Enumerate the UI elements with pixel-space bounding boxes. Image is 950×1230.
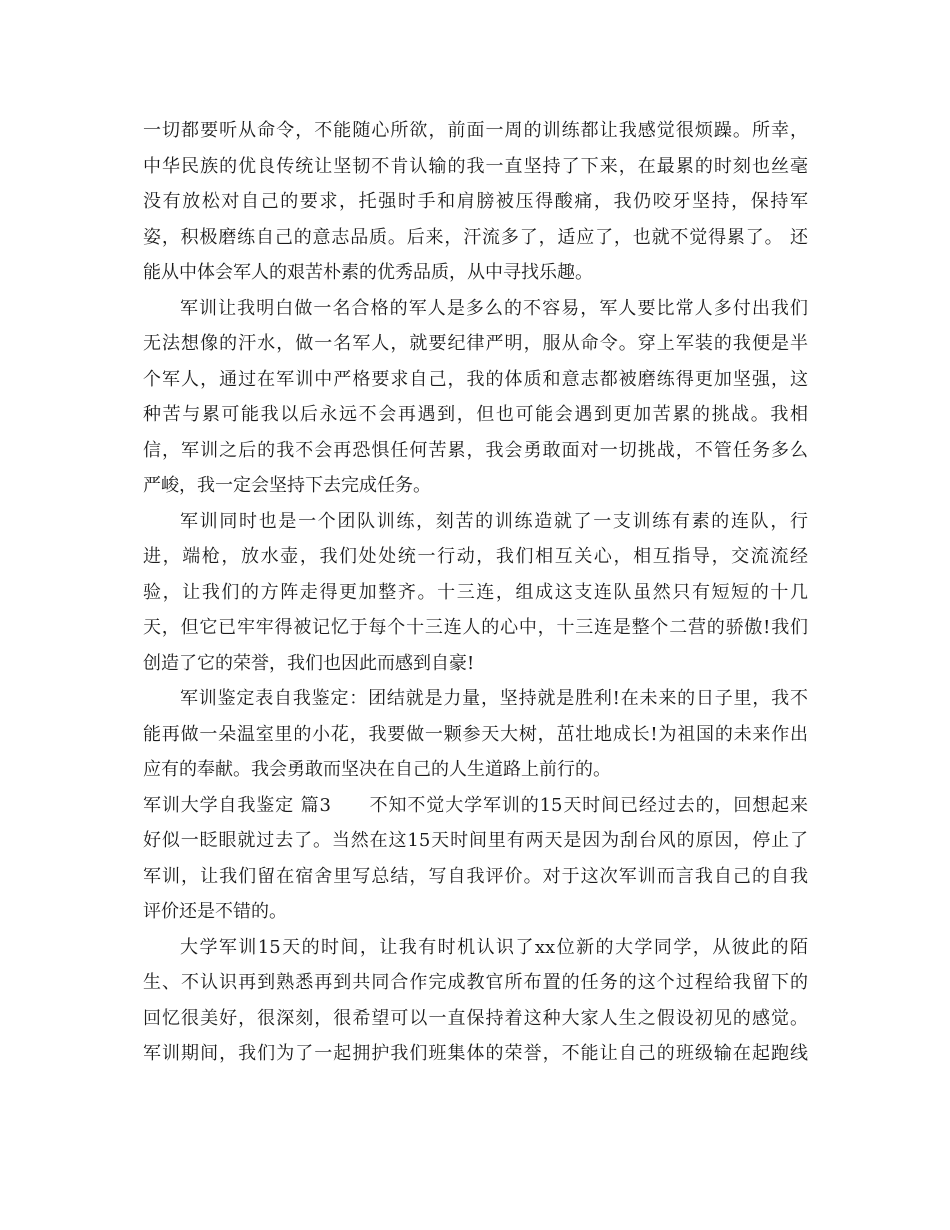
text-line: 能从中体会军人的艰苦朴素的优秀品质，从中寻找乐趣。: [143, 262, 593, 283]
text-line: 天，但它已牢牢得被记忆于每个十三连人的心中，十三连是整个二营的骄傲!我们: [143, 617, 808, 638]
text-line: 创造了它的荣誉，我们也因此而感到自豪!: [143, 652, 475, 674]
text-line: 好似一眨眼就过去了。当然在这15天时间里有两天是因为刮台风的原因，停止了: [143, 830, 808, 851]
text-line: 没有放松对自己的要求，托强时手和肩膀被压得酸痛，我仍咬牙坚持，保持军: [143, 191, 808, 212]
text-line: 一切都要听从命令，不能随心所欲，前面一周的训练都让我感觉很烦躁。所幸，: [143, 120, 808, 141]
text-line: 验，让我们的方阵走得更加整齐。十三连，组成这支连队虽然只有短短的十几: [143, 581, 808, 603]
text-line: 军训让我明白做一名合格的军人是多么的不容易，军人要比常人多付出我们: [180, 297, 808, 319]
text-line: 军训鉴定表自我鉴定：团结就是力量，坚持就是胜利!在未来的日子里，我不: [180, 688, 808, 709]
text-line: 军训，让我们留在宿舍里写总结，写自我评价。对于这次军训而言我自己的自我: [143, 865, 808, 887]
text-line: 能再做一朵温室里的小花，我要做一颗参天大树，茁壮地成长!为祖国的未来作出: [143, 723, 808, 745]
text-line: 进，端枪，放水壶，我们处处统一行动，我们相互关心，相互指导，交流流经: [143, 546, 808, 567]
document-body: [143, 113, 808, 1072]
text-line: 大学军训15天的时间，让我有时机认识了xx位新的大学同学，从彼此的陌: [180, 936, 808, 958]
text-line: 姿，积极磨练自己的意志品质。后来，汗流多了，适应了，也就不觉得累了。 还: [143, 226, 808, 248]
text-line: 军训同时也是一个团队训练，刻苦的训练造就了一支训练有素的连队，行: [180, 510, 808, 532]
text-line: 中华民族的优良传统让坚韧不肯认输的我一直坚持了下来，在最累的时刻也丝毫: [143, 155, 808, 177]
text-line: 生、不认识再到熟悉再到共同合作完成教官所布置的任务的这个过程给我留下的: [143, 972, 808, 993]
text-line: 应有的奉献。我会勇敢而坚决在自己的人生道路上前行的。: [143, 759, 611, 780]
text-line: 无法想像的汗水，做一名军人，就要纪律严明，服从命令。穿上军装的我便是半: [143, 333, 808, 354]
text-line: 信，军训之后的我不会再恐惧任何苦累，我会勇敢面对一切挑战，不管任务多么: [143, 439, 808, 461]
text-line: 严峻，我一定会坚持下去完成任务。: [143, 475, 431, 496]
text-line: 评价还是不错的。: [143, 901, 287, 922]
text-line: 军训期间，我们为了一起拥护我们班集体的荣誉，不能让自己的班级输在起跑线: [143, 1043, 808, 1064]
text-line: 回忆很美好，很深刻，很希望可以一直保持着这种大家人生之假设初见的感觉。: [143, 1007, 808, 1029]
text-line: 种苦与累可能我以后永远不会再遇到，但也可能会遇到更加苦累的挑战。我相: [143, 404, 808, 425]
text-line: 军训大学自我鉴定 篇3 不知不觉大学军训的15天时间已经过去的，回想起来: [143, 794, 808, 816]
text-line: 个军人，通过在军训中严格要求自己，我的体质和意志都被磨练得更加坚强，这: [143, 368, 808, 390]
